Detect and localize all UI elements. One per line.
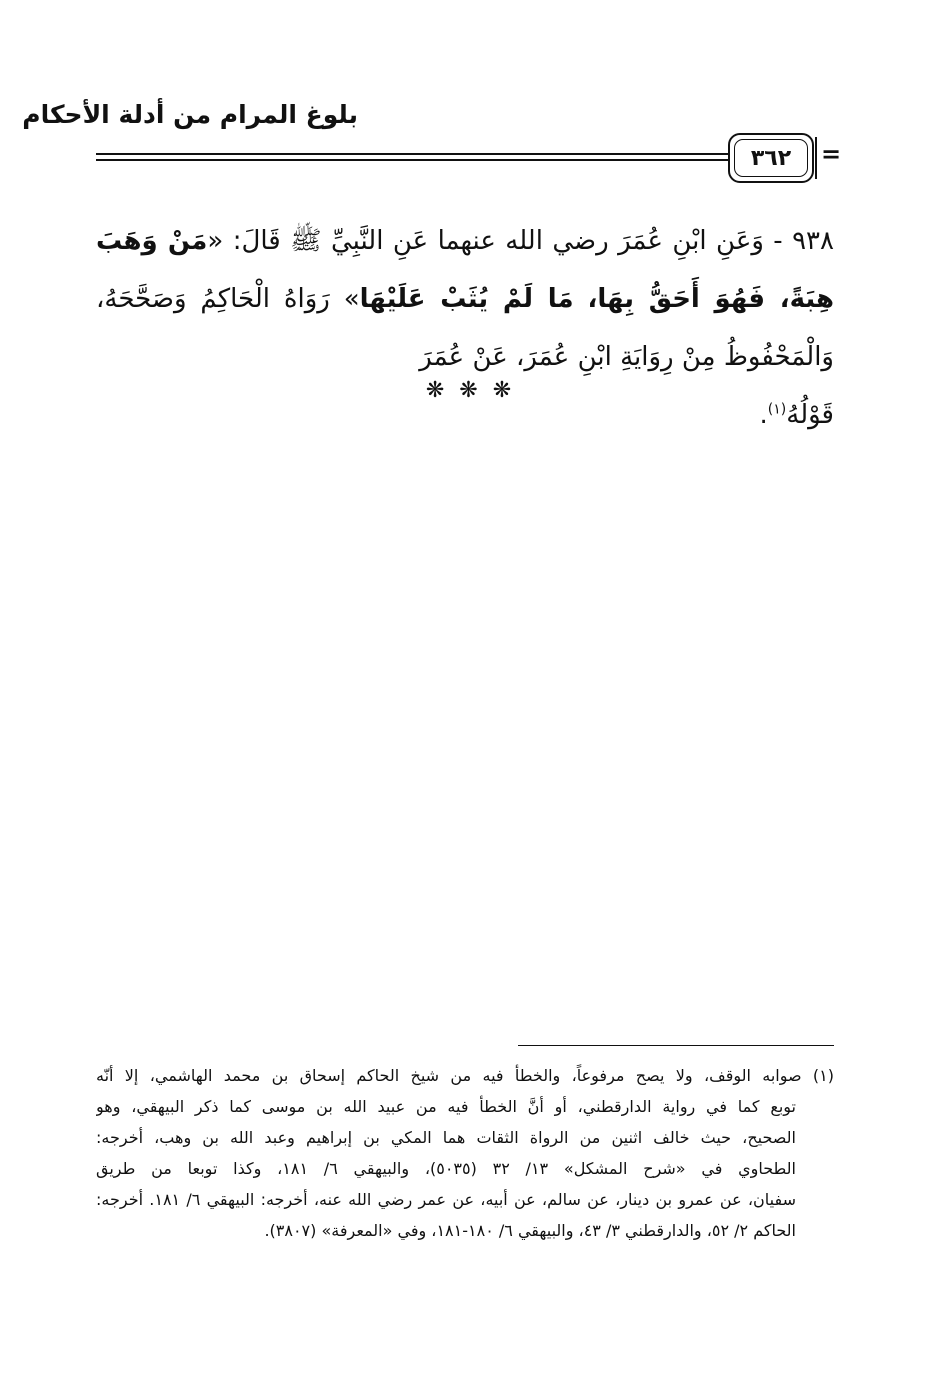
hadith-matn-part1: مَنْ وَهَبَ هِبَةً، فَهُوَ أَحَقُّ بِهَا، — [96, 226, 835, 314]
page-number: ٣٦٢ — [734, 139, 808, 177]
footnote-block — [96, 1060, 834, 1246]
footnote-line: الطحاوي في «شرح المشكل» ١٣/ ٣٢ (٥٠٣٥)، والبيهقي ٦/ ١٨١، وكذا توبعا من طريق — [96, 1159, 796, 1178]
footnote-line: سفيان، عن عمرو بن دينار، عن سالم، عن أبيه، عن عمر رضي الله عنه، أخرجه: البيهقي ٦/ ١٨١. أخرجه: — [96, 1190, 796, 1209]
hadith-matn-part2: مَا لَمْ يُثَبْ عَلَيْهَا — [359, 284, 574, 314]
header-rule-upper — [96, 153, 728, 155]
footnote-line: (١) صوابه الوقف، ولا يصح مرفوعاً، والخطأ فيه من شيخ الحاكم إسحاق بن محمد الهاشمي، إلا أنّه — [96, 1066, 834, 1085]
hadith-closing-word: قَوْلُهُ — [786, 400, 834, 430]
hadith-takhrij: » رَوَاهُ الْحَاكِمُ وَصَحَّحَهُ، وَالْمَحْفُوظُ مِنْ رِوَايَةِ ابْنِ عُمَرَ، عَنْ عُمَرَ — [96, 284, 834, 372]
hadith-period: . — [759, 400, 768, 430]
section-separator: ❋ ❋ ❋ — [425, 378, 516, 403]
header-end-mark: = — [821, 140, 842, 168]
running-header-title: بلوغ المرام من أدلة الأحكام — [22, 100, 358, 129]
page-number-bar — [815, 137, 817, 179]
hadith-isnad: وَعَنِ ابْنِ عُمَرَ رضي الله عنهما عَنِ النَّبِيِّ ﷺ قَالَ: « — [207, 226, 764, 256]
footnote-line: الحاكم ٢/ ٥٢، والدارقطني ٣/ ٤٣، والبيهقي ٦/ ١٨٠-١٨١، وفي «المعرفة» (٣٨٠٧). — [264, 1221, 796, 1240]
hadith-number: ٩٣٨ - — [773, 226, 834, 256]
footnote-line: توبع كما في رواية الدارقطني، أو أنَّ الخطأ فيه من عبيد الله بن موسى كما ذكر البيهقي، وهو — [96, 1097, 796, 1116]
footnote-line: الصحيح، حيث خالف اثنين من الرواة الثقات هما المكي بن إبراهيم وعبد الله بن وهب، أخرجه: — [96, 1128, 796, 1147]
page-number-frame — [728, 133, 814, 183]
header-rule-lower — [96, 159, 728, 161]
footnote-reference: (١) — [767, 401, 787, 418]
hadith-text — [96, 212, 834, 444]
footnote-rule — [518, 1045, 834, 1046]
